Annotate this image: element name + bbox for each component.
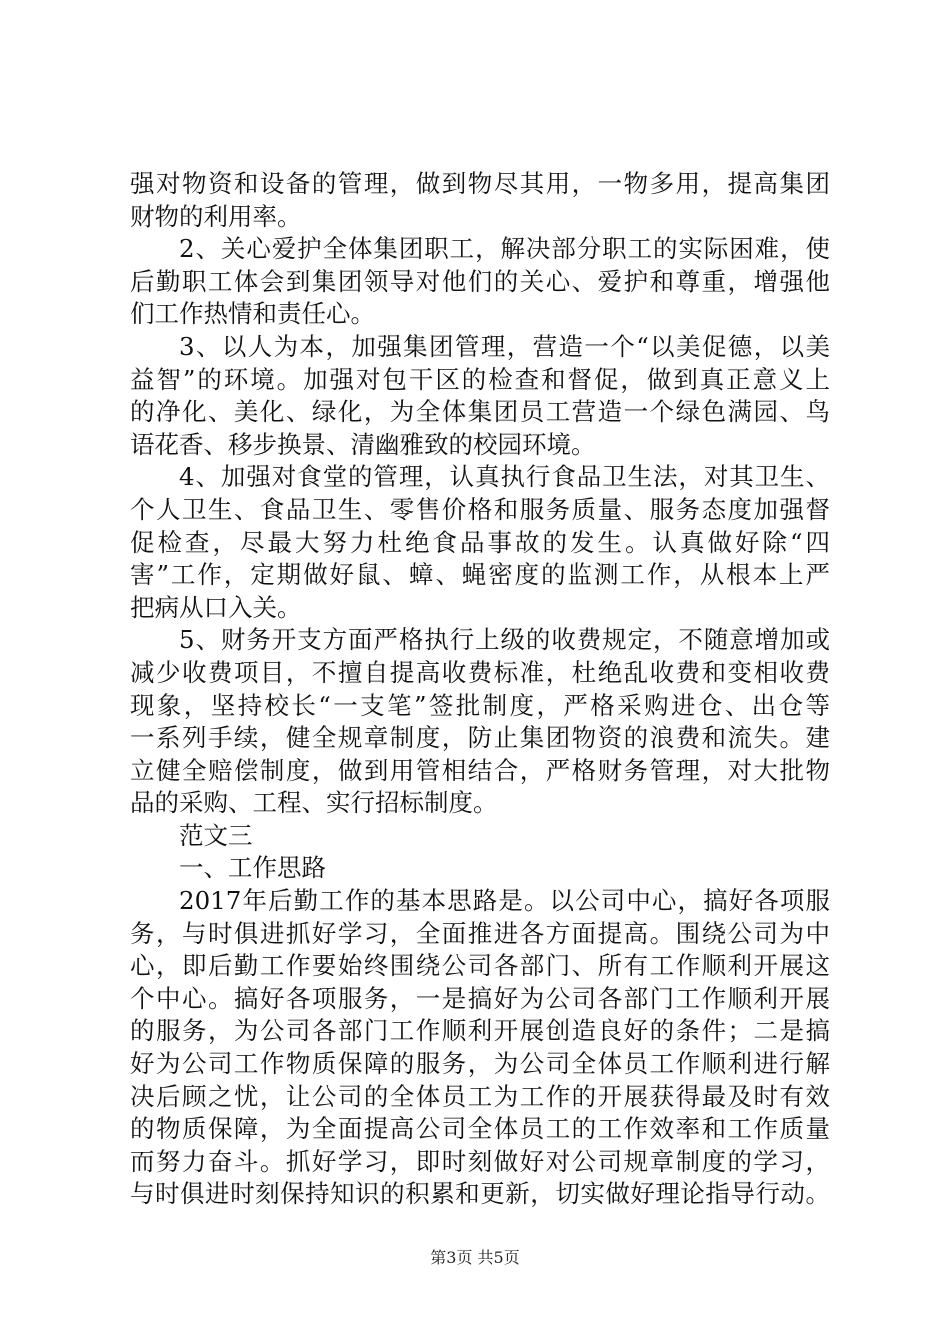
text-line: 益智”的环境。加强对包干区的检查和督促，做到真正意义上: [130, 364, 830, 394]
text-line: 决后顾之忧，让公司的全体员工为工作的开展获得最及时有效: [130, 1081, 830, 1111]
text-line: 害”工作，定期做好鼠、蟑、蝇密度的监测工作，从根本上严: [130, 560, 830, 590]
text-line: 个人卫生、食品卫生、零售价格和服务质量、服务态度加强督: [130, 494, 830, 524]
text-line: 一系列手续，健全规章制度，防止集团物资的浪费和流失。建: [130, 723, 830, 753]
text-line: 的服务，为公司各部门工作顺利开展创造良好的条件；二是搞: [130, 1016, 830, 1046]
text-line: 一、工作思路: [179, 853, 326, 883]
text-line: 现象，坚持校长“一支笔”签批制度，严格采购进仓、出仓等: [130, 690, 830, 720]
text-line: 与时俱进时刻保持知识的积累和更新，切实做好理论指导行动。: [130, 1179, 830, 1209]
text-line: 而努力奋斗。抓好学习，即时刻做好对公司规章制度的学习，: [130, 1146, 830, 1176]
text-line: 减少收费项目，不擅自提高收费标准，杜绝乱收费和变相收费: [130, 657, 830, 687]
text-line: 们工作热情和责任心。: [130, 299, 375, 329]
text-line: 品的采购、工程、实行招标制度。: [130, 788, 498, 818]
text-line: 务，与时俱进抓好学习，全面推进各方面提高。围绕公司为中: [130, 918, 830, 948]
text-line: 5、财务开支方面严格执行上级的收费规定，不随意增加或: [179, 625, 830, 655]
page-footer: [0, 1245, 950, 1268]
text-line: 4、加强对食堂的管理，认真执行食品卫生法，对其卫生、: [179, 462, 830, 492]
text-line: 立健全赔偿制度，做到用管相结合，严格财务管理，对大批物: [130, 755, 830, 785]
text-line: 把病从口入关。: [130, 592, 302, 622]
text-line: 个中心。搞好各项服务，一是搞好为公司各部门工作顺利开展: [130, 983, 830, 1013]
text-line: 的净化、美化、绿化，为全体集团员工营造一个绿色满园、鸟: [130, 397, 830, 427]
text-line: 2017年后勤工作的基本思路是。以公司中心，搞好各项服: [179, 886, 830, 916]
text-line: 强对物资和设备的管理，做到物尽其用，一物多用，提高集团: [130, 169, 830, 198]
text-line: 的物质保障，为全面提高公司全体员工的工作效率和工作质量: [130, 1114, 830, 1144]
document-body: [130, 168, 830, 1211]
text-line: 财物的利用率。: [130, 201, 302, 231]
text-line: 2、关心爱护全体集团职工，解决部分职工的实际困难，使: [179, 234, 830, 264]
text-line: 语花香、移步换景、清幽雅致的校园环境。: [130, 429, 596, 459]
text-line: 范文三: [179, 820, 253, 850]
text-line: 后勤职工体会到集团领导对他们的关心、爱护和尊重，增强他: [130, 266, 830, 296]
text-line: 心，即后勤工作要始终围绕公司各部门、所有工作顺利开展这: [130, 951, 830, 981]
text-line: 好为公司工作物质保障的服务，为公司全体员工作顺利进行解: [130, 1049, 830, 1079]
text-line: 促检查，尽最大努力杜绝食品事故的发生。认真做好除“四: [130, 527, 830, 557]
text-line: 3、以人为本，加强集团管理，营造一个“以美促德，以美: [179, 331, 830, 361]
page-number: 第3页 共5页: [430, 1248, 520, 1267]
